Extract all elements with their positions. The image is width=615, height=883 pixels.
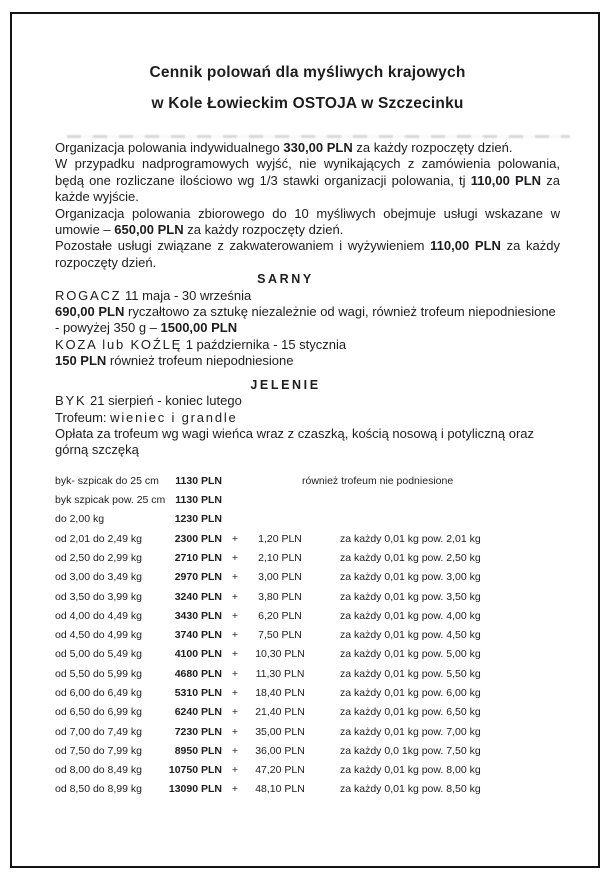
row-base-price: 1230 PLN (174, 513, 222, 526)
table-row (55, 588, 560, 607)
row-extra-price: 11,30 PLN (255, 667, 305, 680)
row-plus-sign: + (231, 783, 239, 796)
row-plus-sign: + (231, 551, 239, 564)
rogacz-trophy-over-line (55, 320, 560, 336)
byk-season: 21 sierpień - koniec lutego (90, 393, 242, 409)
row-plus-sign: + (231, 725, 239, 738)
row-extra-price: 18,40 PLN (255, 686, 305, 699)
table-row (55, 665, 560, 684)
byk-label: BYK (55, 393, 87, 409)
intro-paragraph-extra-outings (55, 156, 560, 205)
byk-season-line (55, 393, 560, 409)
row-base-price: 2300 PLN (174, 532, 222, 545)
row-base-price: 6240 PLN (174, 706, 222, 719)
koza-season: 1 października - 15 stycznia (185, 336, 347, 352)
row-base-price: 8950 PLN (174, 744, 222, 757)
table-row (55, 703, 560, 722)
table-row (55, 780, 560, 799)
row-weight-label: od 2,01 do 2,49 kg (55, 532, 142, 545)
trofeum-line (55, 410, 560, 426)
row-plus-sign: + (231, 648, 239, 661)
row-extra-price: 3,80 PLN (258, 590, 302, 603)
row-plus-sign: + (231, 629, 239, 642)
oplata-line: Opłata za trofeum wg wagi wieńca wraz z czaszką, kością nosową i potyliczną oraz górną szczęką (55, 425, 535, 458)
row-plus-sign: + (231, 609, 239, 622)
row-plus-sign: + (231, 571, 239, 584)
row-note: za każdy 0,01 kg pow. 7,00 kg (340, 725, 481, 738)
intro-p4-price: 110,00 PLN (430, 238, 501, 254)
row-extra-price: 6,20 PLN (258, 609, 302, 622)
row-note: za każdy 0,01 kg pow. 6,00 kg (340, 686, 481, 699)
row-extra-price: 10,30 PLN (255, 648, 305, 661)
row-base-price: 3240 PLN (174, 590, 222, 603)
row-note: za każdy 0,0 1kg pow. 7,50 kg (340, 744, 481, 757)
row-note: za każdy 0,01 kg pow. 8,00 kg (340, 764, 481, 777)
jelenie-section (55, 377, 560, 459)
row-base-price: 2970 PLN (174, 571, 222, 584)
trofeum-label: Trofeum: (55, 409, 111, 425)
row-note: za każdy 0,01 kg pow. 5,00 kg (340, 648, 481, 661)
row-weight-label: od 7,00 do 7,49 kg (55, 725, 142, 738)
table-row (55, 626, 560, 645)
row-extra-price: 1,20 PLN (258, 532, 302, 545)
row-plus-sign: + (231, 744, 239, 757)
row-weight-label: od 5,00 do 5,49 kg (55, 648, 142, 661)
row-note: za każdy 0,01 kg pow. 5,50 kg (340, 667, 481, 680)
row-extra-price: 3,00 PLN (258, 571, 302, 584)
intro-section (55, 140, 560, 271)
row-weight-label: od 5,50 do 5,99 kg (55, 667, 142, 680)
row-note: za każdy 0,01 kg pow. 4,00 kg (340, 609, 481, 622)
row-note: za każdy 0,01 kg pow. 2,50 kg (340, 551, 481, 564)
row-note: za każdy 0,01 kg pow. 2,01 kg (340, 532, 481, 545)
intro-p4-tail: za każdy rozpoczęty dzień. (55, 238, 560, 270)
row-weight-label: byk szpicak pow. 25 cm (55, 494, 166, 507)
row-weight-label: od 6,00 do 6,49 kg (55, 686, 142, 699)
row-extra-price: 36,00 PLN (255, 744, 305, 757)
row-extra-price: 2,10 PLN (258, 551, 302, 564)
table-row (55, 568, 560, 587)
intro-paragraph-collective (55, 206, 560, 239)
koza-price-line (55, 353, 560, 369)
row-base-price: 3430 PLN (174, 609, 222, 622)
intro-p3-tail: za każdy rozpoczęty dzień. (183, 222, 344, 238)
row-weight-label: do 2,00 kg (55, 513, 105, 526)
document-title-line2: w Kole Łowieckim OSTOJA w Szczecinku (151, 95, 464, 112)
intro-p2-text: W przypadku nadprogramowych wyjść, nie wynikających z zamówienia polowania, będą one rozliczane ilościowo wg 1/3 stawki organizacji polowania, tj (55, 156, 560, 188)
koza-price-desc: również trofeum niepodniesione (106, 353, 294, 369)
rogacz-season-line (55, 288, 560, 304)
row-base-price: 3740 PLN (174, 629, 222, 642)
row-base-price: 2710 PLN (174, 551, 222, 564)
row-weight-label: od 6,50 do 6,99 kg (55, 706, 142, 719)
row-extra-price: 47,20 PLN (255, 764, 305, 777)
row-extra-price: 7,50 PLN (258, 629, 302, 642)
row-base-price: 10750 PLN (168, 764, 222, 777)
row-weight-label: od 4,50 do 4,99 kg (55, 629, 142, 642)
row-note: za każdy 0,01 kg pow. 8,50 kg (340, 783, 481, 796)
table-row (55, 645, 560, 664)
row-plus-sign: + (231, 532, 239, 545)
rogacz-price-line (55, 304, 560, 320)
koza-season-line (55, 337, 560, 353)
intro-p1-tail: za każdy rozpoczęty dzień. (352, 140, 513, 155)
row-note: za każdy 0,01 kg pow. 3,50 kg (340, 590, 481, 603)
table-row (55, 742, 560, 761)
row-weight-label: od 7,50 do 7,99 kg (55, 744, 142, 757)
powyzej-text: - powyżej 350 g – (55, 320, 161, 336)
table-row (55, 549, 560, 568)
row-weight-label: od 8,50 do 8,99 kg (55, 783, 142, 796)
row-extra-price: 35,00 PLN (255, 725, 305, 738)
intro-paragraph-individual (55, 140, 560, 156)
row-weight-label: od 4,00 do 4,49 kg (55, 609, 142, 622)
intro-p2-tail: za każde wyjście. (55, 172, 561, 205)
row-note: również trofeum nie podniesione (302, 474, 454, 487)
row-base-price: 5310 PLN (174, 686, 222, 699)
row-plus-sign: + (231, 667, 239, 680)
rogacz-label: ROGACZ (55, 287, 122, 303)
table-row (55, 761, 560, 780)
intro-p2-price: 110,00 PLN (470, 172, 542, 188)
row-note: za każdy 0,01 kg pow. 4,50 kg (340, 629, 481, 642)
page-border (10, 12, 600, 868)
row-extra-price: 21,40 PLN (255, 706, 305, 719)
sarny-heading: SARNY (257, 272, 314, 287)
rogacz-price: 690,00 PLN (55, 304, 125, 320)
rogacz-season: 11 maja - 30 września (125, 287, 252, 303)
row-weight-label: od 3,00 do 3,49 kg (55, 571, 142, 584)
row-base-price: 4680 PLN (174, 667, 222, 680)
intro-p3-text: Organizacja polowania zbiorowego do 10 myśliwych obejmuje usługi wskazane w umowie – (55, 205, 560, 238)
table-row (55, 530, 560, 549)
table-row (55, 684, 560, 703)
table-row (55, 607, 560, 626)
intro-p3-price: 650,00 PLN (114, 222, 184, 238)
price-table (55, 472, 560, 800)
koza-price: 150 PLN (55, 353, 107, 369)
intro-paragraph-accommodation (55, 238, 560, 271)
row-base-price: 4100 PLN (174, 648, 222, 661)
row-base-price: 1130 PLN (175, 494, 222, 507)
koza-label: KOZA lub KOŹLĘ (55, 336, 183, 352)
intro-p1-price: 330,00 PLN (283, 140, 353, 155)
intro-p1-text: Organizacja polowania indywidualnego (55, 140, 284, 155)
row-note: za każdy 0,01 kg pow. 6,50 kg (340, 706, 481, 719)
table-row (55, 491, 560, 510)
row-plus-sign: + (231, 686, 239, 699)
row-note: za każdy 0,01 kg pow. 3,00 kg (340, 571, 481, 584)
row-plus-sign: + (231, 590, 239, 603)
row-weight-label: od 2,50 do 2,99 kg (55, 551, 142, 564)
sarny-section (55, 271, 560, 369)
row-base-price: 13090 PLN (168, 783, 222, 796)
row-extra-price: 48,10 PLN (255, 783, 305, 796)
row-base-price: 7230 PLN (174, 725, 222, 738)
intro-p4-text: Pozostałe usługi związane z zakwaterowaniem i wyżywieniem (55, 238, 431, 254)
row-weight-label: od 3,50 do 3,99 kg (55, 590, 142, 603)
row-weight-label: od 8,00 do 8,49 kg (55, 764, 142, 777)
row-plus-sign: + (231, 764, 239, 777)
row-base-price: 1130 PLN (175, 474, 222, 487)
row-plus-sign: + (231, 706, 239, 719)
jelenie-heading: JELENIE (250, 377, 321, 392)
powyzej-price: 1500,00 PLN (160, 320, 238, 336)
scan-artifact-line (67, 135, 570, 138)
table-row (55, 510, 560, 529)
row-weight-label: byk- szpicak do 25 cm (55, 474, 159, 487)
table-row (55, 723, 560, 742)
trofeum-value: wieniec i grandle (110, 409, 238, 425)
document-title-line1: Cennik polowań dla myśliwych krajowych (149, 64, 466, 81)
rogacz-price-desc: ryczałtowo za sztukę niezależnie od wagi, również trofeum niepodniesione (124, 304, 556, 320)
table-row (55, 472, 560, 491)
